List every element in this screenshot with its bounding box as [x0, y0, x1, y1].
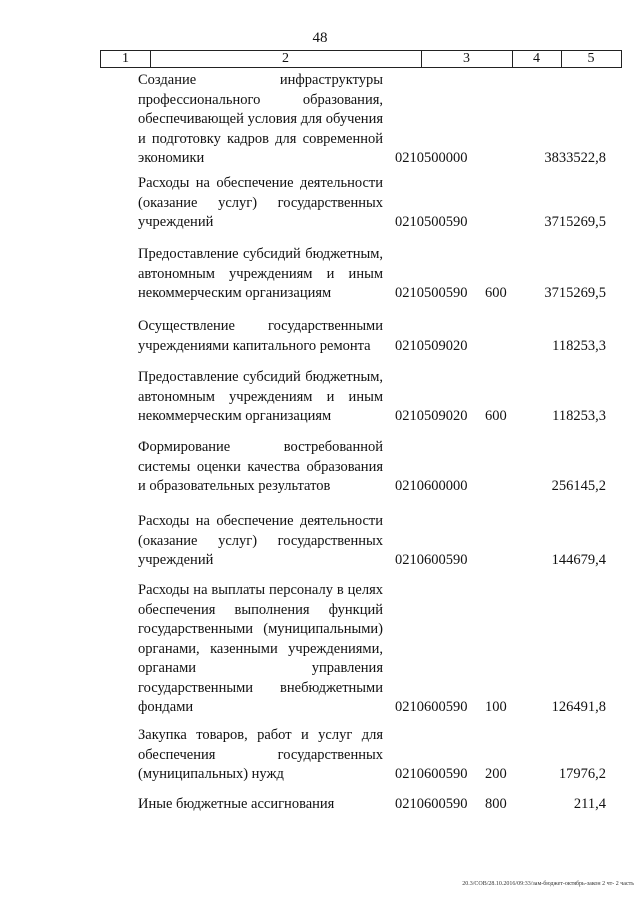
- column-header-3: 3: [421, 51, 513, 67]
- column-header-5: 5: [587, 51, 595, 66]
- row-amount: 118253,3: [552, 338, 606, 354]
- footer-file-stamp: 20.3/СОВ/28.10.2016/09:33/зам-бюджет-октябрь-закон 2 чт- 2 часть: [462, 881, 634, 887]
- row-code: 0210500590: [395, 285, 468, 301]
- row-amount: 3715269,5: [544, 285, 606, 301]
- row-code: 0210500000: [395, 150, 468, 166]
- row-code: 0210509020: [395, 408, 468, 424]
- row-amount: 126491,8: [551, 699, 606, 715]
- row-expense-type: 600: [485, 408, 507, 424]
- page-number: 48: [312, 30, 328, 46]
- row-description: Расходы на выплаты персоналу в целях обеспечения выполнения функций государственными (муниципальными) органами, казенными учреждениями, органами управления государственными внебюджетными фондами: [138, 582, 383, 715]
- row-code: 0210600590: [395, 552, 468, 568]
- row-expense-type: 800: [485, 796, 507, 812]
- row-code: 0210600590: [395, 766, 468, 782]
- row-code: 0210600000: [395, 478, 468, 494]
- row-code: 0210600590: [395, 699, 468, 715]
- row-description: Создание инфраструктуры профессионального образования, обеспечивающей условия для обучения и подготовку кадров для современной экономики: [138, 72, 383, 166]
- row-amount: 17976,2: [558, 766, 606, 782]
- row-amount: 118253,3: [552, 408, 606, 424]
- row-description: Предоставление субсидий бюджетным, автономным учреждениям и иным некоммерческим организациям: [138, 246, 383, 301]
- table-header: [100, 50, 622, 68]
- row-amount: 144679,4: [551, 552, 606, 568]
- row-amount: 3833522,8: [544, 150, 606, 166]
- row-expense-type: 600: [485, 285, 507, 301]
- row-amount: 211,4: [573, 796, 606, 812]
- column-header-4: 4: [512, 51, 562, 67]
- row-code: 0210600590: [395, 796, 468, 812]
- row-expense-type: 100: [485, 699, 507, 715]
- row-code: 0210509020: [395, 338, 468, 354]
- row-amount: 3715269,5: [544, 214, 606, 230]
- row-description: Расходы на обеспечение деятельности (оказание услуг) государственных учреждений: [138, 175, 383, 230]
- row-description: Иные бюджетные ассигнования: [138, 796, 335, 812]
- row-amount: 256145,2: [551, 478, 606, 494]
- row-code: 0210500590: [395, 214, 468, 230]
- row-description: Формирование востребованной системы оценки качества образования и образовательных результатов: [138, 439, 383, 494]
- row-description: Осуществление государственными учреждениями капитального ремонта: [138, 318, 383, 354]
- row-expense-type: 200: [485, 766, 507, 782]
- column-header-1: 1: [101, 51, 151, 67]
- row-description: Закупка товаров, работ и услуг для обеспечения государственных (муниципальных) нужд: [138, 727, 383, 782]
- column-header-2: 2: [150, 51, 422, 67]
- row-description: Расходы на обеспечение деятельности (оказание услуг) государственных учреждений: [138, 513, 383, 568]
- row-description: Предоставление субсидий бюджетным, автономным учреждениям и иным некоммерческим организациям: [138, 369, 383, 424]
